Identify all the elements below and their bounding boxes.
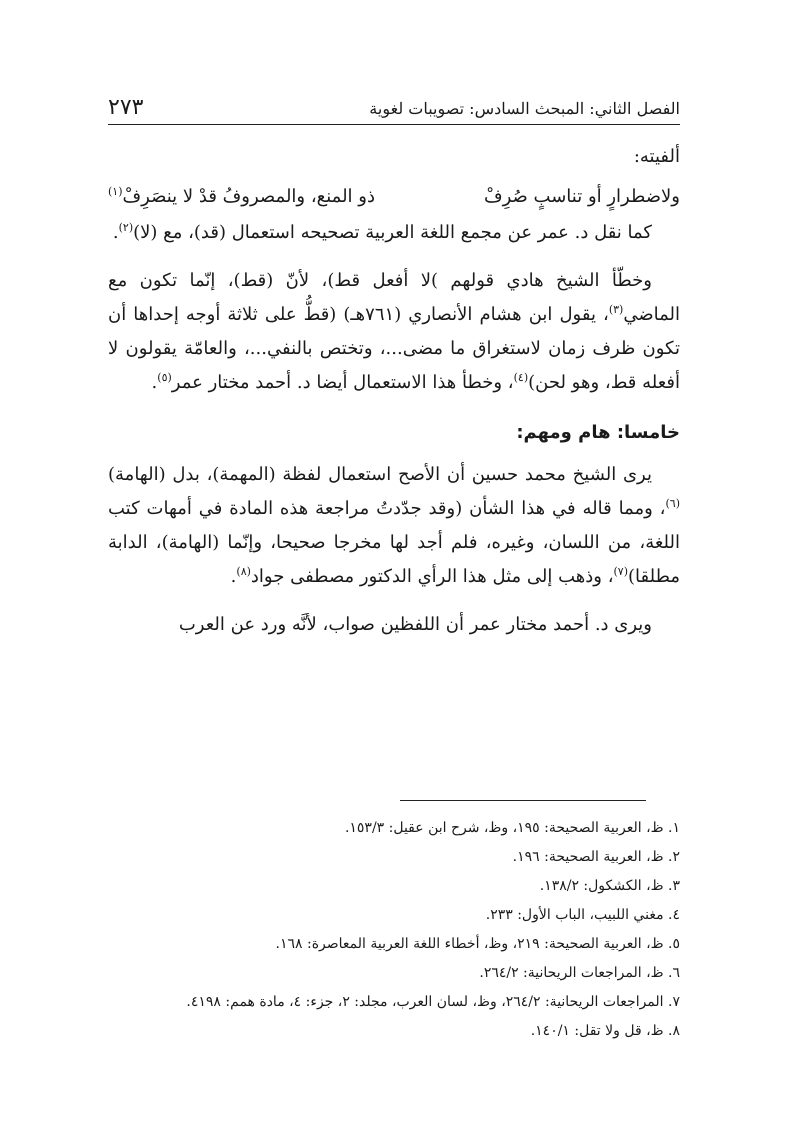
footnote-ref[interactable]: (٥) bbox=[157, 371, 172, 384]
paragraph-text: ، وذهب إلى مثل هذا الرأي الدكتور مصطفى جواد bbox=[250, 566, 614, 587]
verse-first-text: ولاضطرارٍ أو تناسبٍ صُرِفْ bbox=[483, 186, 680, 207]
page-number: ٢٧٣ bbox=[108, 95, 144, 120]
paragraph-text: وخطّأ الشيخ هادي قولهم )لا أفعل قط)، لأنّ (قط)، إنّما تكون مع الماضي bbox=[108, 270, 680, 325]
footnote-ref[interactable]: (٢) bbox=[118, 221, 134, 234]
verse-first-hemistich bbox=[484, 180, 680, 214]
footnote-ref[interactable]: (٨) bbox=[236, 565, 251, 578]
section-heading: خامسا: هام ومهم: bbox=[516, 422, 680, 443]
chapter-title: الفصل الثاني: المبحث السادس: تصويبات لغوية bbox=[369, 99, 680, 118]
main-text bbox=[108, 140, 680, 642]
paragraph-text: كما نقل د. عمر عن مجمع اللغة العربية تصحيحه استعمال (قد)، مع (لا) bbox=[133, 222, 652, 243]
verse-second-hemistich bbox=[108, 180, 375, 214]
paragraph bbox=[108, 264, 680, 400]
paragraph-text: ، يقول ابن هشام الأنصاري (٧٦١هـ) (قطُّ على ثلاثة أوجه إحداها أن تكون ظرف زمان لاستغراق ما مضى...، وتختص بالنفي...، والعامّة يقولون لا أفعله قط، وهو لحن) bbox=[108, 304, 680, 393]
paragraph bbox=[108, 216, 680, 250]
footnote-ref[interactable]: (٦) bbox=[665, 497, 680, 510]
footnote-ref[interactable]: (٤) bbox=[513, 371, 529, 384]
footnote-item: ٨. ظ، قل ولا تقل: ١٤٠/١. bbox=[530, 1023, 680, 1039]
paragraph-tail: . bbox=[151, 372, 158, 393]
footnote-item: ٦. ظ، المراجعات الريحانية: ٢٦٤/٢. bbox=[479, 965, 680, 981]
footnote-item: ٤. مغني اللبيب، الباب الأول: ٢٣٣. bbox=[485, 907, 680, 923]
footnote-item: ٢. ظ، العربية الصحيحة: ١٩٦. bbox=[512, 849, 680, 865]
paragraph bbox=[108, 458, 680, 594]
running-header bbox=[108, 88, 680, 125]
footnote-ref[interactable]: (٣) bbox=[608, 303, 624, 316]
paragraph: ويرى د. أحمد مختار عمر أن اللفظين صواب، لأنَّه ورد عن العرب bbox=[178, 614, 652, 635]
footnote-item: ٧. المراجعات الريحانية: ٢٦٤/٢، وظ، لسان العرب، مجلد: ٢، جزء: ٤، مادة همم: ٤١٩٨. bbox=[186, 994, 680, 1010]
footnote-item: ١. ظ، العربية الصحيحة: ١٩٥، وظ، شرح ابن عقيل: ١٥٣/٣. bbox=[344, 820, 680, 836]
footnotes-list bbox=[108, 814, 680, 1046]
footnote-ref[interactable]: (١) bbox=[108, 185, 123, 198]
poetry-verse bbox=[108, 180, 680, 214]
paragraph-text: ، وخطأ هذا الاستعمال أيضا د. أحمد مختار عمر bbox=[171, 372, 514, 393]
paragraph-gap bbox=[108, 594, 680, 608]
verse-second-text: ذو المنع، والمصروفُ قدْ لا ينصَرِفْ bbox=[122, 186, 375, 207]
footnote-item: ٥. ظ، العربية الصحيحة: ٢١٩، وظ، أخطاء اللغة العربية المعاصرة: ١٦٨. bbox=[275, 936, 680, 952]
paragraph-tail: . bbox=[112, 222, 119, 243]
footnote-ref[interactable]: (٧) bbox=[613, 565, 629, 578]
paragraph-text: ، ومما قاله في هذا الشأن (وقد جدّدتُ مراجعة هذه المادة في أمهات كتب اللغة، من اللسان، وغيره، فلم أجد لها مخرجا صحيحا، وإنّما (الهامة)، الدابة مطلقا) bbox=[108, 498, 680, 587]
footnote-item: ٣. ظ، الكشكول: ١٣٨/٢. bbox=[539, 878, 680, 894]
footnote-separator bbox=[400, 800, 646, 801]
paragraph-tail: . bbox=[230, 566, 237, 587]
lead-label: ألفيته: bbox=[633, 146, 680, 167]
paragraph-gap bbox=[108, 250, 680, 264]
paragraph-text: يرى الشيخ محمد حسين أن الأصح استعمال لفظة (المهمة)، بدل (الهامة) bbox=[108, 464, 652, 485]
